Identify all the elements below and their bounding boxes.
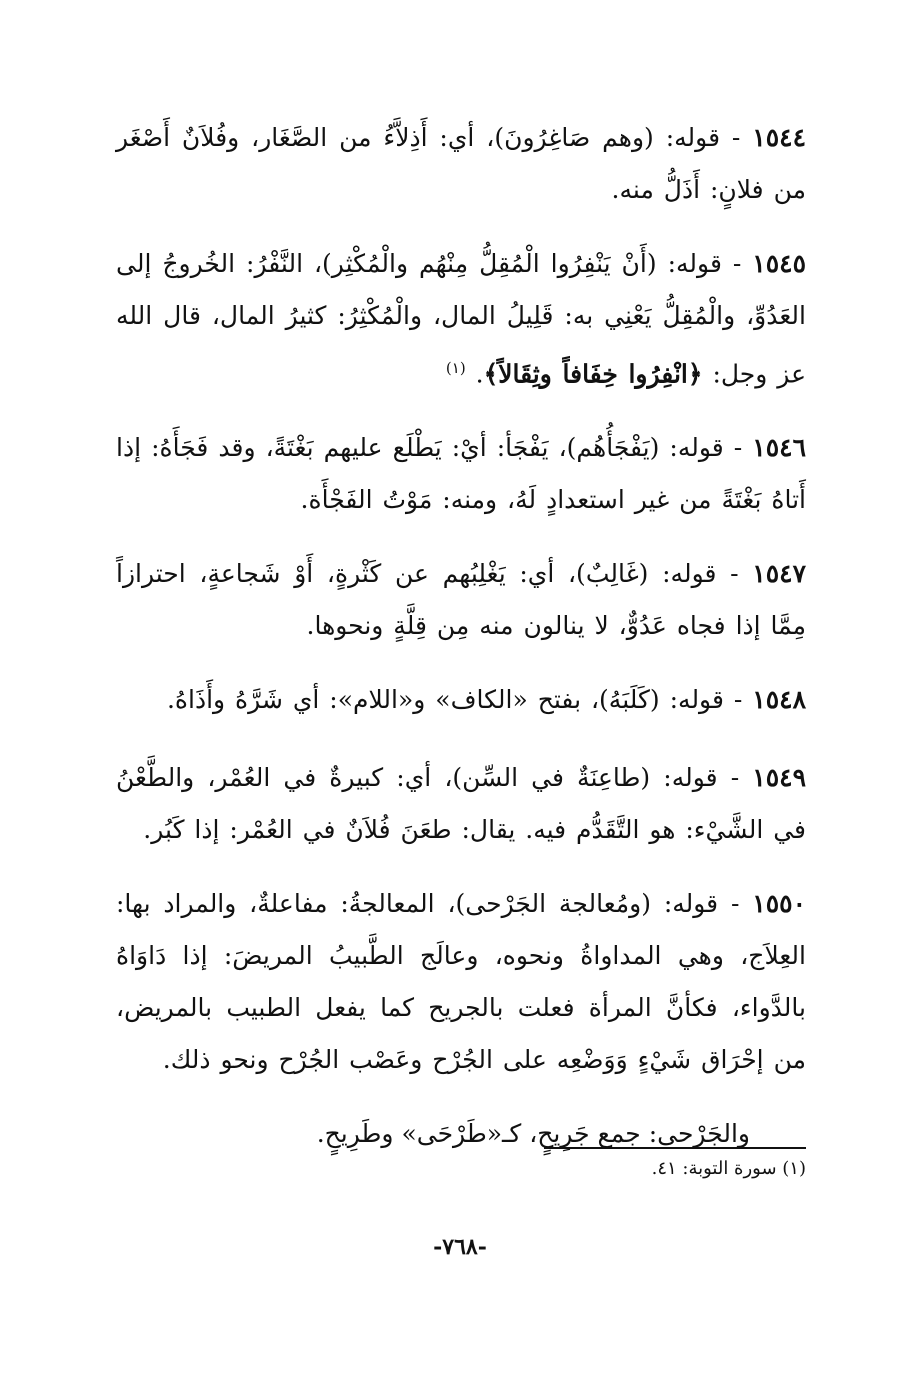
entry-1550: ١٥٥٠ - قوله: (ومُعالجة الجَرْحى)، المعالجةُ: مفاعلةٌ، والمراد بها: العِلاَج، وهي المداواةُ ونحوه، وعالَج الطَّبيبُ المريضَ: إذا دَاوَاهُ بالدَّواء، فكأنَّ المرأة فعلت بالجريح كما يفعل الطبيب بالمريض، من إحْرَاق شَيْءٍ وَوَضْعِه على الجُرْح وعَصْب الجُرْح ونحو ذلك. <box>116 889 807 1075</box>
entry-number: ١٥٤٩ <box>752 763 806 793</box>
entry-text: قوله: (ومُعالجة الجَرْحى)، المعالجةُ: مفاعلةٌ، والمراد بها: العِلاَج، وهي المداواةُ ونحوه، وعالَج الطَّبيبُ المريضَ: إذا دَاوَاهُ بالدَّواء، فكأنَّ المرأة فعلت بالجريح كما يفعل الطبيب بالمريض، من إحْرَاق شَيْءٍ وَوَضْعِه على الجُرْح وعَصْب الجُرْح ونحو ذلك. <box>116 889 806 1075</box>
entry-1549: ١٥٤٩ - قوله: (طاعِنَةٌ في السِّن)، أي: كبيرةٌ في العُمْر، والطَّعْنُ في الشَّيْء: هو التَّقَدُّم فيه. يقال: طعَنَ فُلاَنٌ في العُمْر: إذا كَبُر. <box>116 763 806 845</box>
page-number: -٧٦٨- <box>433 1234 487 1260</box>
entry-number: ١٥٤٧ <box>752 559 807 589</box>
entry-1547: ١٥٤٧ - قوله: (غَالِبٌ)، أي: يَغْلِبُهم عن كَثْرةٍ، أَوْ شَجاعةٍ، احترازاً مِمَّا إذا فجاه عَدُوٌّ، لا ينالون منه مِن قِلَّةٍ ونحوها. <box>116 559 807 641</box>
entry-text: قوله: (طاعِنَةٌ في السِّن)، أي: كبيرةٌ في العُمْر، والطَّعْنُ في الشَّيْء: هو التَّقَدُّم فيه. يقال: طعَنَ فُلاَنٌ في العُمْر: إذا كَبُر. <box>116 763 806 845</box>
footnote-reference: (١) <box>445 359 466 377</box>
main-text <box>116 112 806 1160</box>
quran-verse: ﴿انْفِرُوا خِفَافاً وثِقَالاً﴾ <box>483 359 703 389</box>
entry-1545: ١٥٤٥ - قوله: (أَنْ يَنْفِرُوا الْمُقِلُّ مِنْهُم والْمُكْثِر)، النَّفْرُ: الخُروجُ إلى العَدُوِّ، والْمُقِلُّ يَعْنِي به: قَلِيلُ المال، والْمُكْثِرُ: كثيرُ المال، قال الله عز وجل: ﴿انْفِرُوا خِفَافاً وثِقَالاً﴾. $^{(١)}$ <box>116 249 806 389</box>
entry-text: قوله: (وهم صَاغِرُونَ)، أي: أَذِلاَّءُ من الصَّغَار، وفُلاَنٌ أَصْغَر من فلانٍ: أَذَلُّ منه. <box>116 123 806 204</box>
entry-number: ١٥٤٤ <box>752 123 806 152</box>
entry-number: ١٥٤٦ <box>752 433 807 463</box>
sub-entry-plural-note: والجَرْحى: جمع جَرِيحٍ، كـ«طَرْحَى» وطَرِيحٍ. <box>316 1119 750 1149</box>
entry-number: ١٥٤٥ <box>752 249 806 278</box>
entry-text: قوله: (غَالِبٌ)، أي: يَغْلِبُهم عن كَثْرةٍ، أَوْ شَجاعةٍ، احترازاً مِمَّا إذا فجاه عَدُوٌّ، لا ينالون منه مِن قِلَّةٍ ونحوها. <box>116 559 806 641</box>
footnote: (١) سورة التوبة: ٤١. <box>651 1158 806 1179</box>
entry-text: قوله: (يَفْجَأُهُم)، يَفْجَأ: أيْ: يَطْلَع عليهم بَغْتَةً، وقد فَجَأَهُ: إذا أَتاهُ بَغْتَةً من غير استعدادٍ لَهُ، ومنه: مَوْتُ الفَجْأَة. <box>116 433 806 515</box>
entry-1546: ١٥٤٦ - قوله: (يَفْجَأُهُم)، يَفْجَأ: أيْ: يَطْلَع عليهم بَغْتَةً، وقد فَجَأَهُ: إذا أَتاهُ بَغْتَةً من غير استعدادٍ لَهُ، ومنه: مَوْتُ الفَجْأَة. <box>116 433 807 515</box>
footnote-divider <box>544 1147 806 1149</box>
entry-1548: ١٥٤٨ - قوله: (كَلَبَهُ)، بفتح «الكاف» و«اللام»: أي شَرَّهُ وأَذَاهُ. <box>166 685 806 715</box>
entry-text: قوله: (كَلَبَهُ)، بفتح «الكاف» و«اللام»: أي شَرَّهُ وأَذَاهُ. <box>166 685 724 715</box>
entry-text: قوله: (أَنْ يَنْفِرُوا الْمُقِلُّ مِنْهُم والْمُكْثِر)، النَّفْرُ: الخُروجُ إلى العَدُوِّ، والْمُقِلُّ يَعْنِي به: قَلِيلُ المال، والْمُكْثِرُ: كثيرُ المال، قال الله عز وجل: <box>116 249 806 389</box>
entry-number: ١٥٤٨ <box>752 685 806 715</box>
entry-1544: ١٥٤٤ - قوله: (وهم صَاغِرُونَ)، أي: أَذِلاَّءُ من الصَّغَار، وفُلاَنٌ أَصْغَر من فلانٍ: أَذَلُّ منه. <box>116 123 806 204</box>
entry-number: ١٥٥٠ <box>752 889 807 919</box>
